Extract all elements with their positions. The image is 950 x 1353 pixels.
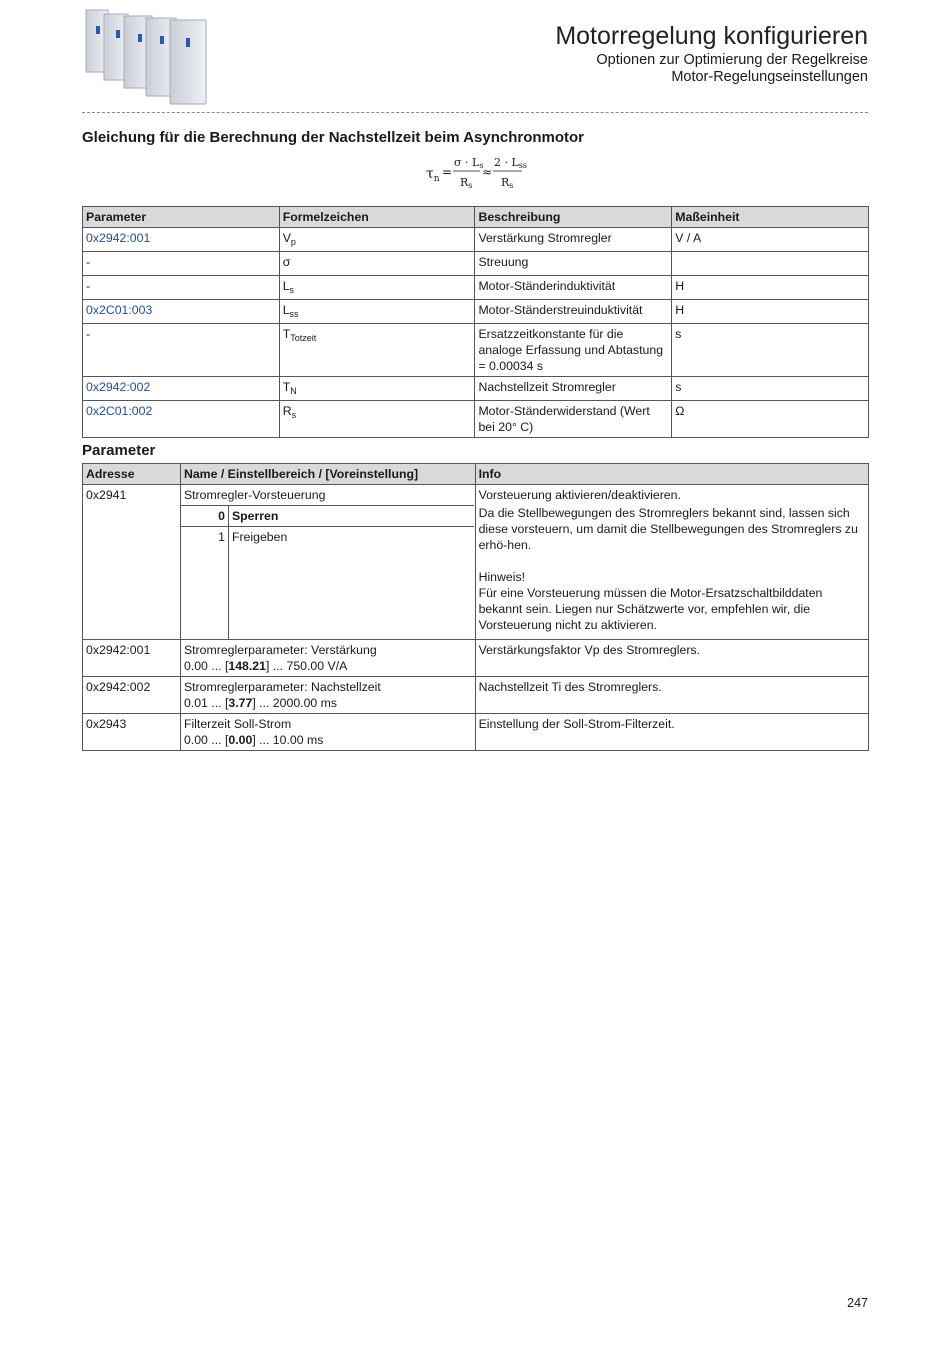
unit-cell: H [672, 276, 869, 300]
column-header: Maßeinheit [672, 207, 869, 228]
column-header: Parameter [83, 207, 280, 228]
info-cell: Einstellung der Soll-Strom-Filterzeit. [475, 714, 868, 751]
header-divider [82, 112, 868, 113]
column-header: Adresse [83, 464, 181, 485]
table-row [83, 401, 869, 438]
formula-denominator-1: Rs [460, 176, 473, 190]
parameter-heading: Parameter [82, 442, 156, 459]
address-cell: 0x2942:002 [83, 677, 181, 714]
table-row [83, 714, 869, 751]
table-row [83, 677, 869, 714]
symbol-cell: $T_{Totzeit}$ [279, 324, 475, 377]
column-header: Formelzeichen [279, 207, 475, 228]
formula-denominator-2: Rs [501, 176, 514, 190]
table-row [83, 485, 869, 640]
info-cell: Verstärkungsfaktor Vp des Stromreglers. [475, 640, 868, 677]
formula-numerator-2: 2 · Lss [494, 156, 528, 170]
name-cell [180, 485, 475, 640]
table-header-row [83, 464, 869, 485]
option-row [180, 506, 473, 527]
address-cell: 0x2942:001 [83, 640, 181, 677]
table-row [83, 640, 869, 677]
parameter-link[interactable]: 0x2942:002 [83, 377, 280, 401]
option-list [180, 505, 474, 639]
table-row [83, 252, 869, 276]
table-row [83, 377, 869, 401]
parameter-table [82, 463, 869, 751]
name-cell [180, 677, 475, 714]
parameter-range: 0.00 ... [148.21] ... 750.00 V/A [183, 659, 348, 673]
parameter-link[interactable]: 0x2C01:003 [83, 300, 280, 324]
section-title: Gleichung für die Berechnung der Nachstellzeit beim Asynchronmotor [82, 129, 585, 146]
page-header-subtitle-2: Motor-Regelungseinstellungen [671, 69, 868, 85]
parameter-name: Filterzeit Soll-Strom [183, 717, 292, 731]
option-label: Sperren [228, 506, 473, 527]
symbol-table [82, 206, 869, 438]
symbol-cell: $L_{ss}$ [279, 300, 475, 324]
description-cell: Verstärkung Stromregler [475, 228, 672, 252]
option-row [180, 527, 473, 640]
table-row [83, 228, 869, 252]
svg-text:τn: $\tau_n$ [426, 166, 440, 184]
info-hint: Hinweis! [478, 570, 526, 584]
option-value: 1 [180, 527, 228, 640]
parameter-cell: - [83, 276, 280, 300]
svg-text:=: = [442, 165, 453, 179]
info-line: Vorsteuerung aktivieren/deaktivieren. [478, 488, 681, 502]
parameter-name: Stromreglerparameter: Nachstellzeit [183, 680, 381, 694]
info-paragraph: Für eine Vorsteuerung müssen die Motor-Ersatzschaltbilddaten bekannt sein. Liegen nur Schätzwerte vor, empfehlen wir, die Vorsteuerung nicht zu aktivieren. [478, 586, 823, 632]
info-cell: Nachstellzeit Ti des Stromreglers. [475, 677, 868, 714]
column-header: Info [475, 464, 868, 485]
table-row [83, 300, 869, 324]
symbol-cell: $T_N$ [279, 377, 475, 401]
formula [400, 152, 550, 194]
description-cell: Motor-Ständerwiderstand (Wert bei 20° C) [475, 401, 672, 438]
page-header-subtitle-1: Optionen zur Optimierung der Regelkreise [596, 52, 868, 68]
info-paragraph: Da die Stellbewegungen des Stromreglers bekannt sind, lassen sich diese vorsteuern, um damit die Stellbewegungen des Stromreglers zu erhö-hen. [478, 506, 858, 552]
page-number: 247 [847, 1296, 868, 1310]
formula-lhs: τ [426, 166, 434, 182]
description-cell: Nachstellzeit Stromregler [475, 377, 672, 401]
formula-numerator-1: σ · Ls [454, 156, 484, 170]
unit-cell: V / A [672, 228, 869, 252]
table-row [83, 276, 869, 300]
parameter-range: 0.01 ... [3.77] ... 2000.00 ms [183, 696, 338, 710]
description-cell: Motor-Ständerinduktivität [475, 276, 672, 300]
parameter-name: Stromregler-Vorsteuerung [183, 488, 326, 502]
parameter-cell: - [83, 252, 280, 276]
parameter-cell: - [83, 324, 280, 377]
parameter-link[interactable]: 0x2C01:002 [83, 401, 280, 438]
description-cell: Ersatzzeitkonstante für die analoge Erfassung und Abtastung = 0.00034 s [475, 324, 672, 377]
symbol-cell: $V_p$ [279, 228, 475, 252]
unit-cell: s [672, 377, 869, 401]
unit-cell: s [672, 324, 869, 377]
description-cell: Streuung [475, 252, 672, 276]
address-cell: 0x2941 [83, 485, 181, 640]
address-cell: 0x2943 [83, 714, 181, 751]
option-label: Freigeben [228, 527, 473, 640]
page-header-title: Motorregelung konfigurieren [555, 22, 868, 50]
column-header: Name / Einstellbereich / [Voreinstellung] [180, 464, 475, 485]
info-cell [475, 485, 868, 640]
symbol-cell: $L_s$ [279, 276, 475, 300]
svg-text:≈: ≈ [482, 165, 493, 179]
table-row [83, 324, 869, 377]
name-cell [180, 640, 475, 677]
description-cell: Motor-Ständerstreuinduktivität [475, 300, 672, 324]
parameter-name: Stromreglerparameter: Verstärkung [183, 643, 377, 657]
parameter-range: 0.00 ... [0.00] ... 10.00 ms [183, 733, 324, 747]
option-value: 0 [180, 506, 228, 527]
unit-cell: H [672, 300, 869, 324]
unit-cell: Ω [672, 401, 869, 438]
symbol-cell: σ [279, 252, 475, 276]
unit-cell [672, 252, 869, 276]
column-header: Beschreibung [475, 207, 672, 228]
name-cell [180, 714, 475, 751]
product-image [82, 6, 214, 106]
table-header-row [83, 207, 869, 228]
parameter-link[interactable]: 0x2942:001 [83, 228, 280, 252]
symbol-cell: $R_s$ [279, 401, 475, 438]
